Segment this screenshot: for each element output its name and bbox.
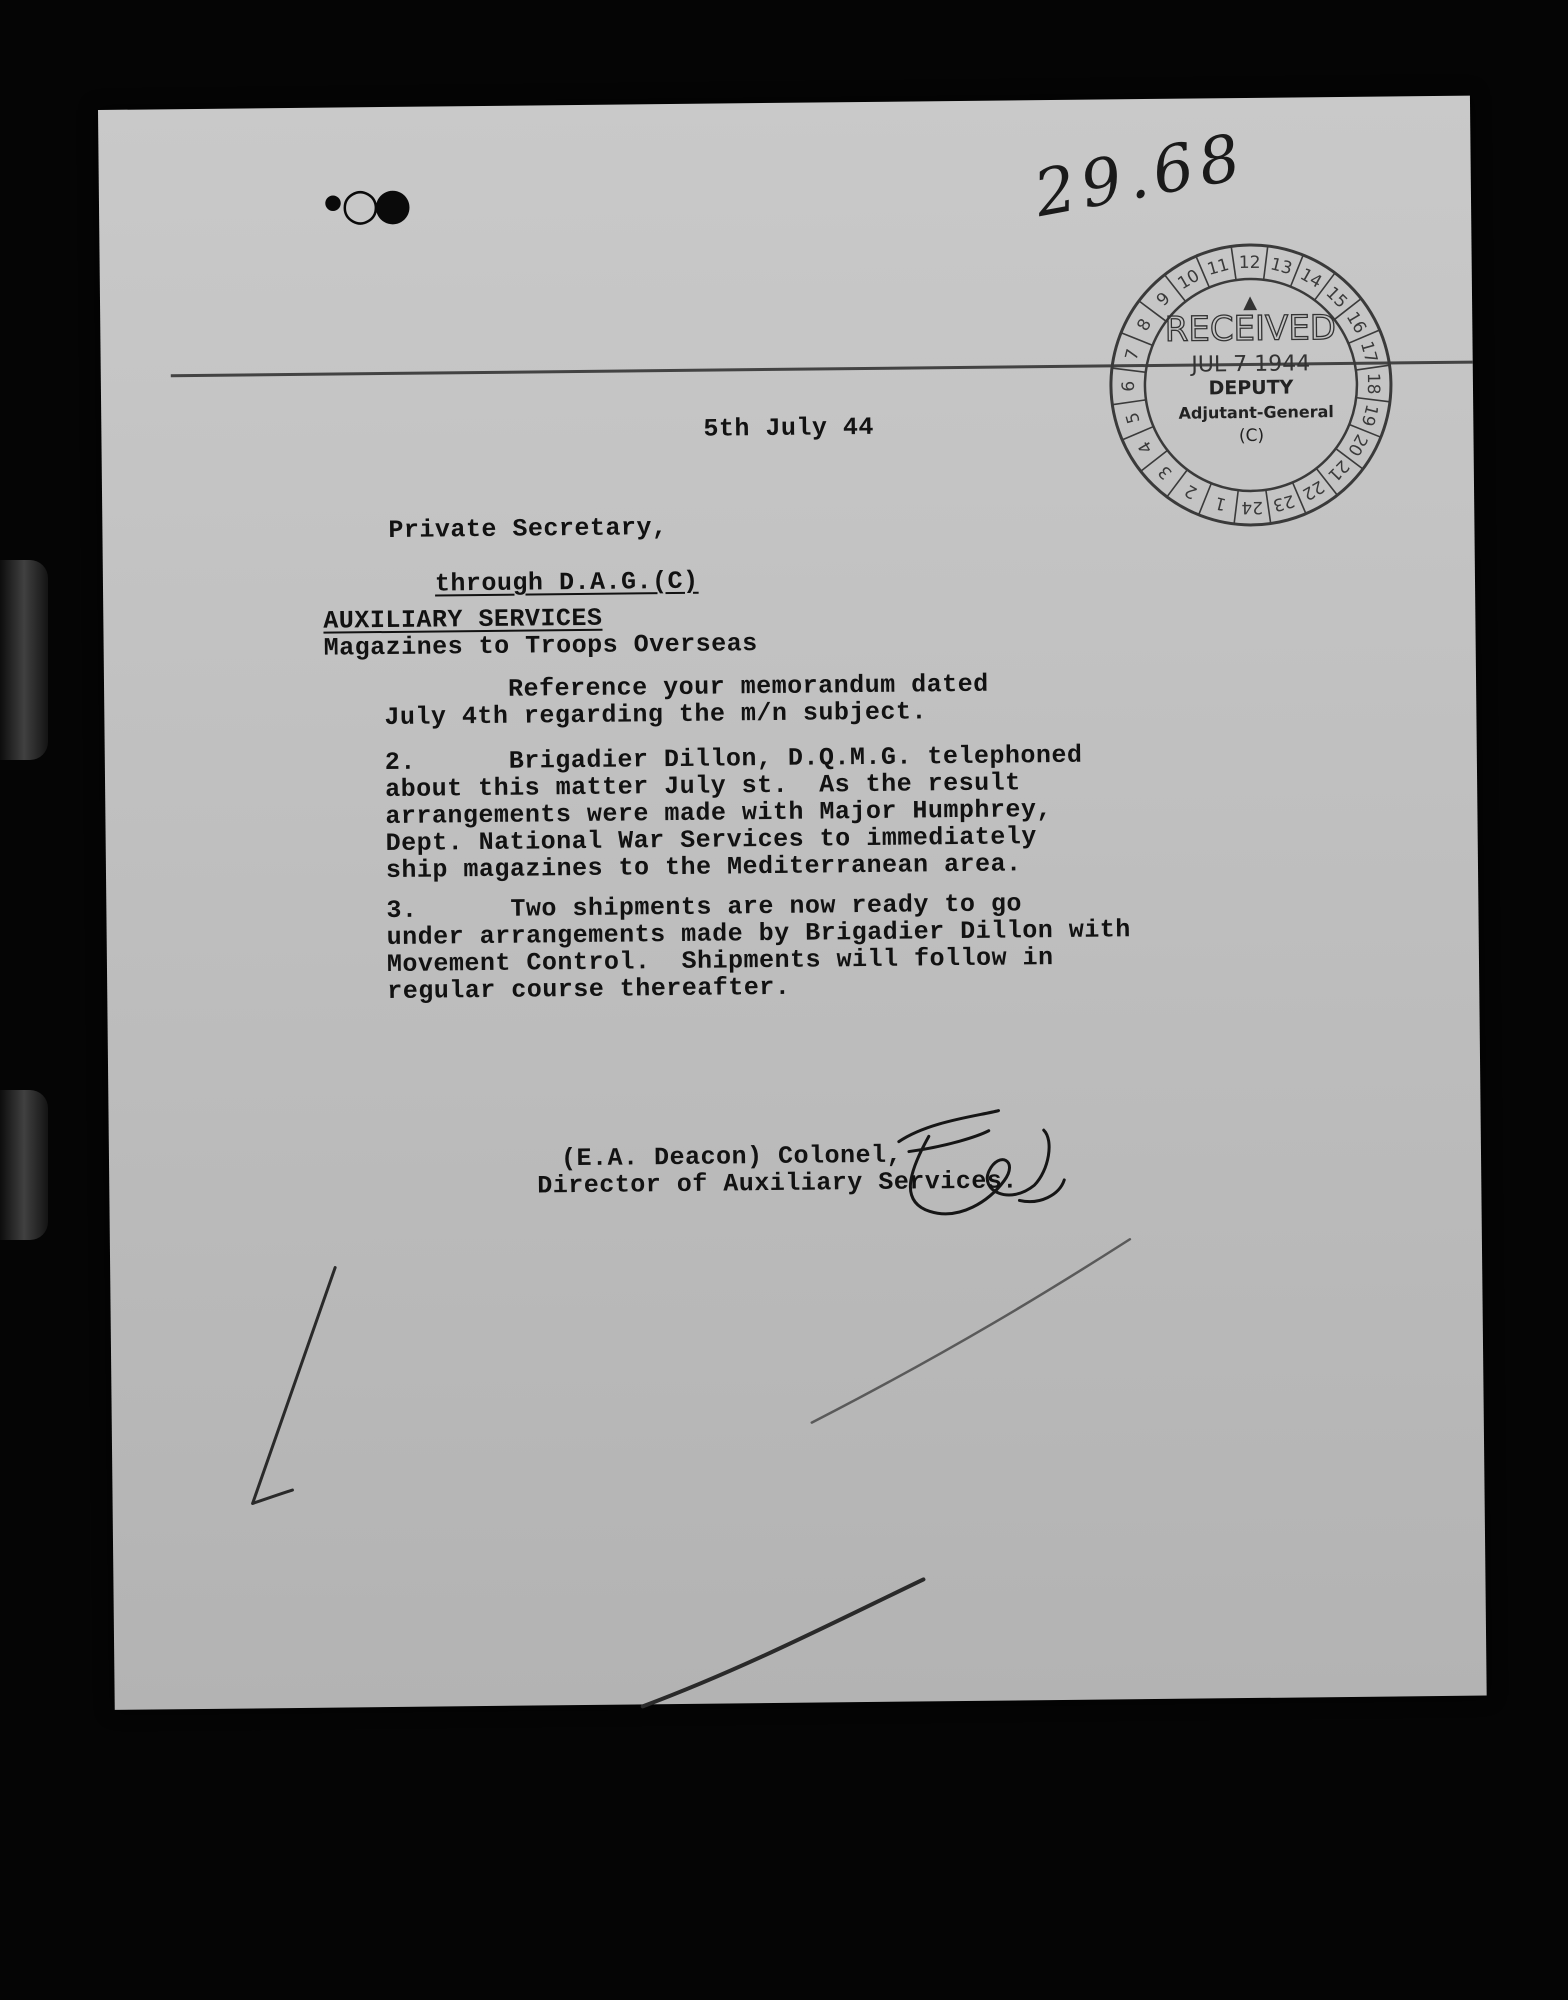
signatory-title: Director of Auxiliary Services. [537,1166,1018,1201]
stamp-ring-number: 2 [1181,479,1201,503]
stamp-ring-number: 19 [1356,402,1382,429]
paragraph-1 [384,671,989,731]
pencil-stroke-lower [633,1571,934,1714]
stamp-ring-number: 18 [1362,372,1384,395]
paragraph-3 [386,889,1131,1005]
paragraph-2-line: about this matter July st. As the result [384,768,1021,805]
film-edge-mark-top [0,560,48,760]
paragraph-1-line: July 4th regarding the m/n subject. [384,697,928,733]
stamp-office-line1: DEPUTY [1208,376,1294,400]
paragraph-2-line: Dept. National War Services to immediately [385,822,1037,859]
signatory-name: (E.A. Deacon) Colonel, [560,1140,903,1174]
letter-date: 5th July 44 [703,412,875,444]
punch-mark: •○● [318,178,407,231]
stamp-office-line3: (C) [1238,425,1265,447]
paragraph-2 [385,742,1084,884]
stamp-ring-number: 17 [1355,339,1381,366]
stamp-ring-number: 11 [1205,254,1232,280]
stamp-ring-number: 7 [1121,346,1144,363]
stamp-ring-divider [1231,246,1236,280]
stamp-date: JUL 7 1944 [1191,351,1311,378]
handwritten-file-number: 29.68 [1028,120,1252,233]
stamp-ring-number: 14 [1296,264,1326,293]
document-page [98,96,1487,1710]
stamp-office-line2: Adjutant-General [1178,402,1334,423]
stamp-ring-number: 13 [1268,254,1295,280]
stamp-ring-number: 1 [1212,492,1229,515]
stamp-ring-number: 4 [1134,437,1158,457]
stamp-ring-number: 8 [1133,315,1157,335]
stamp-ring-number: 21 [1323,455,1353,486]
stamp-ring-divider [1122,427,1154,440]
stamp-ring-divider [1121,332,1153,345]
routing-line: through D.A.G.(C) [434,566,699,599]
stamp-ring-divider [1356,365,1390,370]
stamp-ring-number: 22 [1298,475,1328,505]
subject-line: Magazines to Troops Overseas [323,629,758,663]
paragraph-2-line: ship magazines to the Mediterranean area. [385,849,1022,886]
paragraph-3-line: Movement Control. Shipments will follow in [386,943,1054,980]
paragraph-3-line: 3. Two shipments are now ready to go [386,889,1023,926]
stamp-ring-number: 3 [1154,461,1177,484]
paragraph-3-line: regular course thereafter. [387,972,791,1007]
stamp-ring-number: 15 [1321,283,1352,313]
pencil-checkmark [230,1257,353,1518]
stamp-ring-divider [1234,490,1239,524]
stamp-label: RECEIVED [1164,308,1337,350]
stamp-ring-number: 10 [1174,265,1204,295]
subject-heading: AUXILIARY SERVICES [323,603,603,636]
received-stamp [1104,238,1397,531]
paragraph-2-line: arrangements were made with Major Humphrey, [385,795,1053,832]
stamp-ring-number: 5 [1122,409,1145,426]
pencil-stroke-upper [800,1229,1142,1433]
film-edge-mark-bottom [0,1090,48,1240]
stamp-ring-divider [1112,400,1146,405]
stamp-ring-number: 6 [1118,380,1140,392]
stamp-ring-divider [1112,368,1146,373]
paragraph-1-line: Reference your memorandum dated [383,669,989,706]
stamp-ring-divider [1263,246,1268,280]
paragraph-2-line: 2. Brigadier Dillon, D.Q.M.G. telephoned [384,740,1083,778]
addressee: Private Secretary, [388,513,668,545]
stamp-arrow: ▲ [1243,291,1258,314]
stamp-ring-divider [1356,397,1390,402]
paragraph-3-line: under arrangements made by Brigadier Dillon with [386,915,1131,953]
stamp-ring-number: 9 [1152,288,1175,311]
stamp-ring-number: 20 [1343,430,1372,460]
stamp-ring-number: 24 [1241,496,1264,518]
stamp-ring-divider [1198,483,1211,515]
stamp-ring-number: 12 [1238,252,1261,274]
stamp-ring-divider [1266,490,1271,524]
stamp-ring-number: 23 [1270,489,1297,515]
stamp-ring-number: 16 [1341,308,1371,338]
